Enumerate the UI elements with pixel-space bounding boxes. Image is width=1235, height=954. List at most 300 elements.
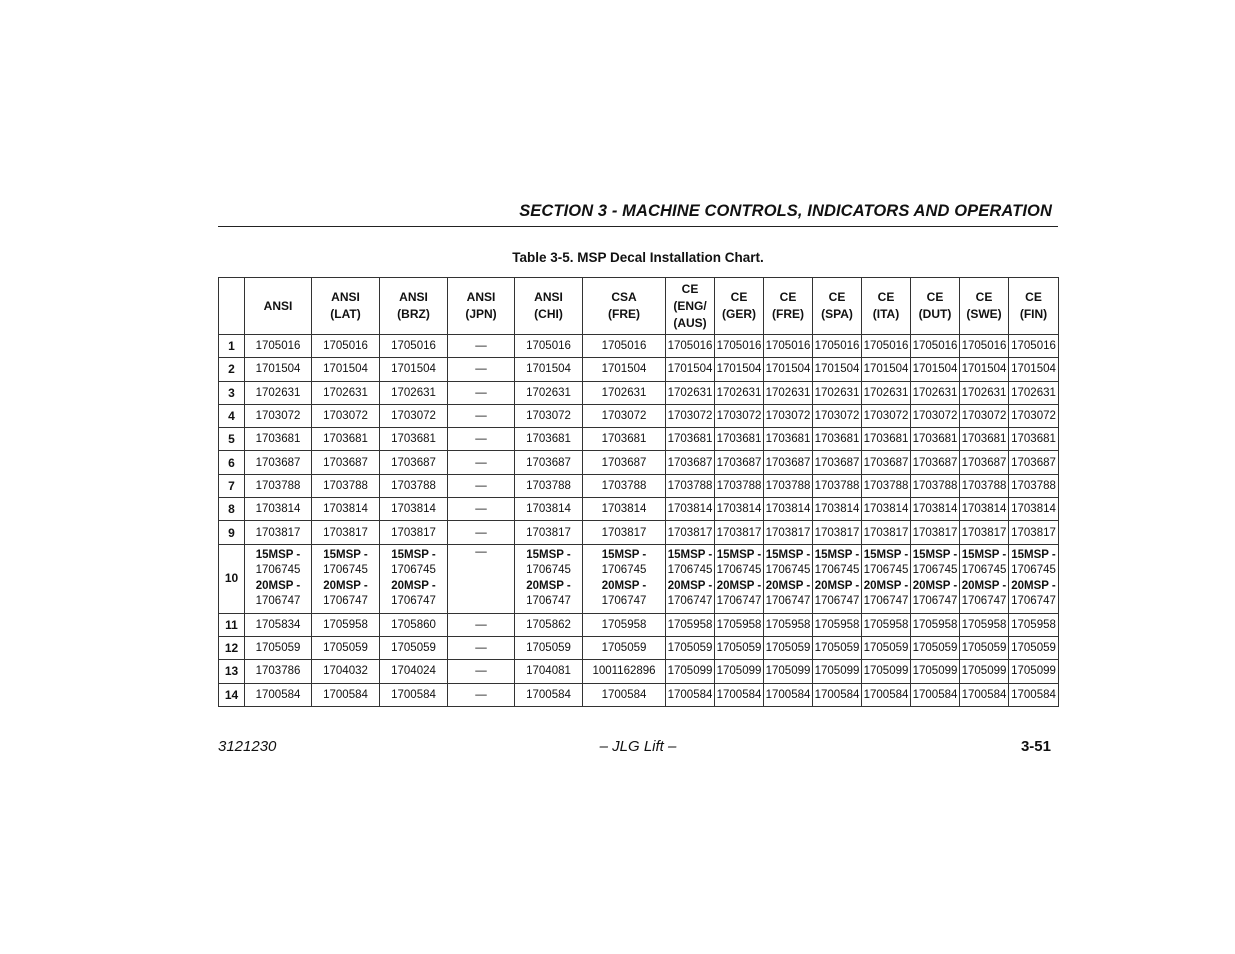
table-cell: 1701504: [1009, 358, 1059, 381]
table-cell: 1705016: [583, 335, 666, 358]
table-cell: 1701504: [245, 358, 312, 381]
table-cell: 1703817: [960, 521, 1009, 544]
table-cell: —: [448, 521, 515, 544]
table-cell: 1703072: [764, 404, 813, 427]
column-header: [862, 278, 911, 335]
row-number: 12: [219, 636, 245, 659]
table-cell: 1705016: [813, 335, 862, 358]
table-cell: 1704081: [515, 660, 583, 683]
table-cell: [380, 544, 448, 613]
table-row: [219, 335, 1059, 358]
column-header-line: (ENG/: [673, 298, 707, 313]
column-header-line: ANSI: [399, 290, 428, 304]
row-number: 4: [219, 404, 245, 427]
table-cell: 1703681: [862, 428, 911, 451]
table-cell: 1705958: [666, 613, 715, 636]
row-number: 8: [219, 498, 245, 521]
table-cell: [666, 544, 715, 613]
table-cell: 1700584: [583, 683, 666, 706]
table-cell: 1702631: [515, 381, 583, 404]
table-cell: 1705059: [380, 636, 448, 659]
column-header-line: CE: [730, 290, 748, 304]
table-row: [219, 474, 1059, 497]
table-row: [219, 636, 1059, 659]
row-number: 14: [219, 683, 245, 706]
row-number: 1: [219, 335, 245, 358]
decal-installation-table: [218, 277, 1059, 707]
table-cell: 1703687: [764, 451, 813, 474]
table-cell: 1703814: [312, 498, 380, 521]
table-cell: 1703072: [862, 404, 911, 427]
table-cell: 1703788: [583, 474, 666, 497]
table-cell: 1705059: [715, 636, 764, 659]
column-header-line: (FRE): [772, 307, 804, 321]
table-cell: 1705862: [515, 613, 583, 636]
column-header-line: (JPN): [465, 307, 497, 321]
table-cell: 1705059: [764, 636, 813, 659]
table-row: [219, 358, 1059, 381]
table-cell: 1001162896: [583, 660, 666, 683]
table-cell: 1705059: [583, 636, 666, 659]
table-cell: 1703814: [666, 498, 715, 521]
column-header: [1009, 278, 1059, 335]
table-cell: 1703788: [960, 474, 1009, 497]
column-header: [960, 278, 1009, 335]
row-number: 3: [219, 381, 245, 404]
column-header: [380, 278, 448, 335]
table-cell: 1705958: [312, 613, 380, 636]
table-cell: 1705059: [666, 636, 715, 659]
table-cell: [1009, 544, 1059, 613]
table-cell: 1703788: [380, 474, 448, 497]
table-cell: 1703687: [1009, 451, 1059, 474]
table-cell: 1705059: [911, 636, 960, 659]
table-cell: [312, 544, 380, 613]
table-cell: 1703788: [515, 474, 583, 497]
column-header: [448, 278, 515, 335]
table-cell: 1703072: [583, 404, 666, 427]
table-cell: 1703814: [911, 498, 960, 521]
cell-line: 1706745: [863, 564, 909, 577]
table-cell: 1705059: [862, 636, 911, 659]
table-cell: 1705958: [813, 613, 862, 636]
cell-line: 15MSP -: [255, 548, 301, 561]
table-cell: 1703817: [666, 521, 715, 544]
cell-line: 1706747: [765, 595, 811, 608]
table-cell: 1705059: [960, 636, 1009, 659]
table-cell: 1705958: [1009, 613, 1059, 636]
cell-line: 15MSP -: [526, 548, 571, 561]
table-cell: 1703681: [764, 428, 813, 451]
table-cell: 1705958: [764, 613, 813, 636]
cell-line: 1706745: [391, 564, 436, 577]
cell-line: 1706747: [255, 595, 301, 608]
cell-line: 15MSP -: [667, 548, 713, 561]
table-cell: [448, 544, 515, 613]
cell-line: 15MSP -: [601, 548, 647, 561]
table-cell: 1700584: [911, 683, 960, 706]
table-cell: 1703681: [666, 428, 715, 451]
cell-line: 20MSP -: [1011, 579, 1056, 592]
column-header-line: CE: [877, 290, 895, 304]
table-cell: 1705099: [764, 660, 813, 683]
table-cell: 1703681: [583, 428, 666, 451]
cell-line: 20MSP -: [526, 579, 571, 592]
table-cell: 1703814: [862, 498, 911, 521]
cell-line: 15MSP -: [863, 548, 909, 561]
table-cell: 1700584: [862, 683, 911, 706]
table-row: [219, 498, 1059, 521]
table-cell: 1703817: [1009, 521, 1059, 544]
table-cell: —: [448, 474, 515, 497]
table-cell: [911, 544, 960, 613]
table-cell: 1703687: [813, 451, 862, 474]
column-header-line: (AUS): [673, 315, 707, 330]
table-cell: 1705834: [245, 613, 312, 636]
table-cell: [245, 544, 312, 613]
table-cell: 1705099: [666, 660, 715, 683]
table-cell: 1703814: [1009, 498, 1059, 521]
column-header-line: CE: [1025, 290, 1042, 304]
table-cell: 1702631: [715, 381, 764, 404]
cell-line: 20MSP -: [863, 579, 909, 592]
table-cell: 1705099: [911, 660, 960, 683]
table-cell: 1705016: [960, 335, 1009, 358]
table-cell: 1703072: [715, 404, 764, 427]
column-header-line: (BRZ): [397, 307, 430, 321]
cell-line: 15MSP -: [391, 548, 436, 561]
header-rule: [218, 226, 1058, 227]
table-cell: 1700584: [813, 683, 862, 706]
cell-line: 1706747: [323, 595, 368, 608]
table-cell: 1703687: [911, 451, 960, 474]
table-cell: —: [448, 335, 515, 358]
cell-line: 1706745: [601, 564, 647, 577]
footer-center-text: – JLG Lift –: [599, 738, 677, 755]
table-cell: 1703814: [245, 498, 312, 521]
table-cell: 1703681: [911, 428, 960, 451]
column-header-line: CE: [779, 290, 797, 304]
table-cell: 1703817: [380, 521, 448, 544]
cell-line: 20MSP -: [814, 579, 860, 592]
table-cell: 1701504: [813, 358, 862, 381]
cell-line: 15MSP -: [716, 548, 762, 561]
table-row: [219, 428, 1059, 451]
column-header-line: CE: [828, 290, 846, 304]
column-header-line: CE: [975, 290, 993, 304]
section-title: SECTION 3 - MACHINE CONTROLS, INDICATORS AND OPERATION: [519, 202, 1052, 220]
table-cell: 1703788: [813, 474, 862, 497]
column-header-line: ANSI: [263, 298, 293, 313]
table-cell: 1703681: [813, 428, 862, 451]
table-cell: [715, 544, 764, 613]
cell-line: 20MSP -: [323, 579, 368, 592]
table-cell: 1703687: [583, 451, 666, 474]
table-cell: 1703681: [715, 428, 764, 451]
table-cell: —: [448, 404, 515, 427]
row-number: 13: [219, 660, 245, 683]
table-cell: [813, 544, 862, 613]
column-header: [245, 278, 312, 335]
table-cell: 1705016: [911, 335, 960, 358]
row-number: 11: [219, 613, 245, 636]
table-cell: 1703788: [911, 474, 960, 497]
cell-line: 1706747: [814, 595, 860, 608]
cell-line: 15MSP -: [961, 548, 1007, 561]
table-cell: 1705059: [515, 636, 583, 659]
table-cell: —: [448, 358, 515, 381]
table-cell: 1703687: [960, 451, 1009, 474]
table-cell: 1703814: [515, 498, 583, 521]
table-cell: 1700584: [764, 683, 813, 706]
row-number: 10: [219, 544, 245, 613]
table-cell: 1703817: [245, 521, 312, 544]
table-cell: 1705958: [911, 613, 960, 636]
table-row: [219, 451, 1059, 474]
table-cell: 1703681: [380, 428, 448, 451]
cell-line: 1706747: [912, 595, 958, 608]
table-cell: 1703687: [245, 451, 312, 474]
table-cell: —: [448, 636, 515, 659]
column-header: [515, 278, 583, 335]
table-cell: 1703072: [245, 404, 312, 427]
cell-line: 20MSP -: [391, 579, 436, 592]
table-cell: 1700584: [380, 683, 448, 706]
table-cell: 1703681: [960, 428, 1009, 451]
cell-line: 1706745: [526, 564, 571, 577]
column-header: [312, 278, 380, 335]
table-cell: [515, 544, 583, 613]
table-cell: 1702631: [380, 381, 448, 404]
column-header-line: (CHI): [534, 307, 563, 321]
column-header-line: (LAT): [330, 307, 361, 321]
table-cell: 1701504: [911, 358, 960, 381]
table-cell: 1705099: [960, 660, 1009, 683]
table-cell: 1704024: [380, 660, 448, 683]
table-cell: 1701504: [583, 358, 666, 381]
row-number: 2: [219, 358, 245, 381]
table-cell: —: [448, 683, 515, 706]
table-cell: 1702631: [813, 381, 862, 404]
cell-line: 1706747: [601, 595, 647, 608]
table-row: [219, 381, 1059, 404]
table-cell: 1703814: [715, 498, 764, 521]
table-cell: 1705099: [715, 660, 764, 683]
cell-line: 20MSP -: [765, 579, 811, 592]
table-cell: 1702631: [312, 381, 380, 404]
cell-line: 1706745: [765, 564, 811, 577]
table-row: [219, 683, 1059, 706]
table-row: [219, 521, 1059, 544]
table-cell: 1703817: [515, 521, 583, 544]
table-cell: 1703817: [312, 521, 380, 544]
column-header-line: CE: [681, 281, 699, 296]
table-cell: 1703788: [1009, 474, 1059, 497]
table-cell: —: [448, 428, 515, 451]
table-cell: 1703681: [1009, 428, 1059, 451]
cell-line: —: [475, 545, 487, 558]
table-cell: [862, 544, 911, 613]
table-cell: 1703072: [960, 404, 1009, 427]
table-cell: 1700584: [666, 683, 715, 706]
table-cell: 1703814: [583, 498, 666, 521]
table-cell: 1701504: [960, 358, 1009, 381]
table-cell: [583, 544, 666, 613]
table-cell: 1700584: [715, 683, 764, 706]
table-cell: 1703072: [911, 404, 960, 427]
table-cell: 1705016: [245, 335, 312, 358]
column-header: [764, 278, 813, 335]
table-cell: 1705958: [960, 613, 1009, 636]
table-cell: 1702631: [245, 381, 312, 404]
column-header: [583, 278, 666, 335]
table-cell: 1701504: [666, 358, 715, 381]
cell-line: 1706747: [863, 595, 909, 608]
cell-line: 1706747: [526, 595, 571, 608]
table-cell: 1701504: [515, 358, 583, 381]
table-cell: 1703817: [813, 521, 862, 544]
table-cell: 1703072: [666, 404, 715, 427]
cell-line: 1706745: [912, 564, 958, 577]
column-header: [813, 278, 862, 335]
table-cell: 1703687: [515, 451, 583, 474]
table-cell: 1703817: [911, 521, 960, 544]
table-cell: 1705016: [515, 335, 583, 358]
cell-line: 1706747: [667, 595, 713, 608]
table-cell: 1703681: [515, 428, 583, 451]
table-cell: 1703817: [764, 521, 813, 544]
cell-line: 1706745: [667, 564, 713, 577]
table-cell: 1703072: [515, 404, 583, 427]
table-cell: 1703814: [764, 498, 813, 521]
cell-line: 20MSP -: [716, 579, 762, 592]
table-cell: 1703814: [960, 498, 1009, 521]
cell-line: 1706745: [961, 564, 1007, 577]
cell-line: 20MSP -: [667, 579, 713, 592]
table-cell: 1705016: [666, 335, 715, 358]
table-cell: 1702631: [862, 381, 911, 404]
table-cell: 1703788: [764, 474, 813, 497]
table-cell: 1702631: [764, 381, 813, 404]
column-header-line: (GER): [722, 307, 756, 321]
column-header-line: CE: [926, 290, 944, 304]
table-cell: 1705099: [813, 660, 862, 683]
cell-line: 20MSP -: [912, 579, 958, 592]
column-header-line: ANSI: [466, 290, 496, 304]
table-cell: 1701504: [715, 358, 764, 381]
table-cell: 1703072: [380, 404, 448, 427]
table-cell: 1701504: [380, 358, 448, 381]
cell-line: 1706747: [391, 595, 436, 608]
table-cell: 1702631: [911, 381, 960, 404]
table-row: [219, 544, 1059, 613]
header-corner-cell: [219, 278, 245, 335]
cell-line: 1706745: [323, 564, 368, 577]
table-cell: 1703788: [245, 474, 312, 497]
table-cell: 1703814: [813, 498, 862, 521]
column-header-line: (ITA): [872, 307, 900, 321]
table-cell: 1703072: [813, 404, 862, 427]
table-cell: 1705059: [1009, 636, 1059, 659]
table-cell: 1705016: [380, 335, 448, 358]
doc-number: 3121230: [218, 738, 277, 755]
column-header-line: (SWE): [966, 307, 1002, 321]
table-cell: 1700584: [1009, 683, 1059, 706]
table-cell: 1704032: [312, 660, 380, 683]
table-cell: [764, 544, 813, 613]
table-cell: 1702631: [1009, 381, 1059, 404]
page-number: 3-51: [1020, 738, 1051, 755]
table-cell: —: [448, 451, 515, 474]
table-cell: 1703788: [715, 474, 764, 497]
table-cell: 1703687: [862, 451, 911, 474]
table-cell: 1700584: [245, 683, 312, 706]
row-number: 9: [219, 521, 245, 544]
table-cell: 1703687: [380, 451, 448, 474]
cell-line: 1706747: [716, 595, 762, 608]
table-cell: 1700584: [515, 683, 583, 706]
table-cell: 1703814: [380, 498, 448, 521]
cell-line: 15MSP -: [765, 548, 811, 561]
table-cell: 1703681: [245, 428, 312, 451]
table-cell: 1705958: [862, 613, 911, 636]
table-cell: 1705958: [583, 613, 666, 636]
table-cell: 1705016: [1009, 335, 1059, 358]
table-cell: [960, 544, 1009, 613]
table-cell: 1702631: [666, 381, 715, 404]
table-cell: 1705016: [715, 335, 764, 358]
table-cell: 1703817: [583, 521, 666, 544]
table-cell: 1702631: [583, 381, 666, 404]
cell-line: 1706747: [961, 595, 1007, 608]
cell-line: 15MSP -: [912, 548, 958, 561]
row-number: 5: [219, 428, 245, 451]
table-cell: 1703687: [715, 451, 764, 474]
cell-line: 15MSP -: [323, 548, 368, 561]
table-row: [219, 404, 1059, 427]
table-row: [219, 613, 1059, 636]
cell-line: 20MSP -: [601, 579, 647, 592]
table-cell: 1703072: [1009, 404, 1059, 427]
table-caption: Table 3-5. MSP Decal Installation Chart.: [512, 250, 764, 265]
column-header-line: (FIN): [1019, 307, 1048, 321]
column-header: [666, 278, 715, 335]
row-number: 7: [219, 474, 245, 497]
table-cell: 1701504: [312, 358, 380, 381]
table-cell: 1701504: [764, 358, 813, 381]
table-cell: 1700584: [960, 683, 1009, 706]
table-cell: 1703687: [312, 451, 380, 474]
table-cell: 1701504: [862, 358, 911, 381]
column-header-line: (SPA): [821, 307, 853, 321]
table-cell: 1702631: [960, 381, 1009, 404]
column-header-line: (DUT): [918, 307, 952, 321]
column-header-line: (FRE): [608, 307, 640, 321]
table-cell: 1703817: [715, 521, 764, 544]
table-cell: 1705059: [813, 636, 862, 659]
cell-line: 20MSP -: [961, 579, 1007, 592]
cell-line: 1706745: [255, 564, 301, 577]
cell-line: 15MSP -: [1011, 548, 1056, 561]
table-cell: —: [448, 613, 515, 636]
column-header-line: ANSI: [331, 290, 360, 304]
column-header-line: ANSI: [534, 290, 563, 304]
cell-line: 1706747: [1011, 595, 1056, 608]
table-cell: 1705860: [380, 613, 448, 636]
cell-line: 15MSP -: [814, 548, 860, 561]
table-cell: 1705016: [312, 335, 380, 358]
column-header: [715, 278, 764, 335]
